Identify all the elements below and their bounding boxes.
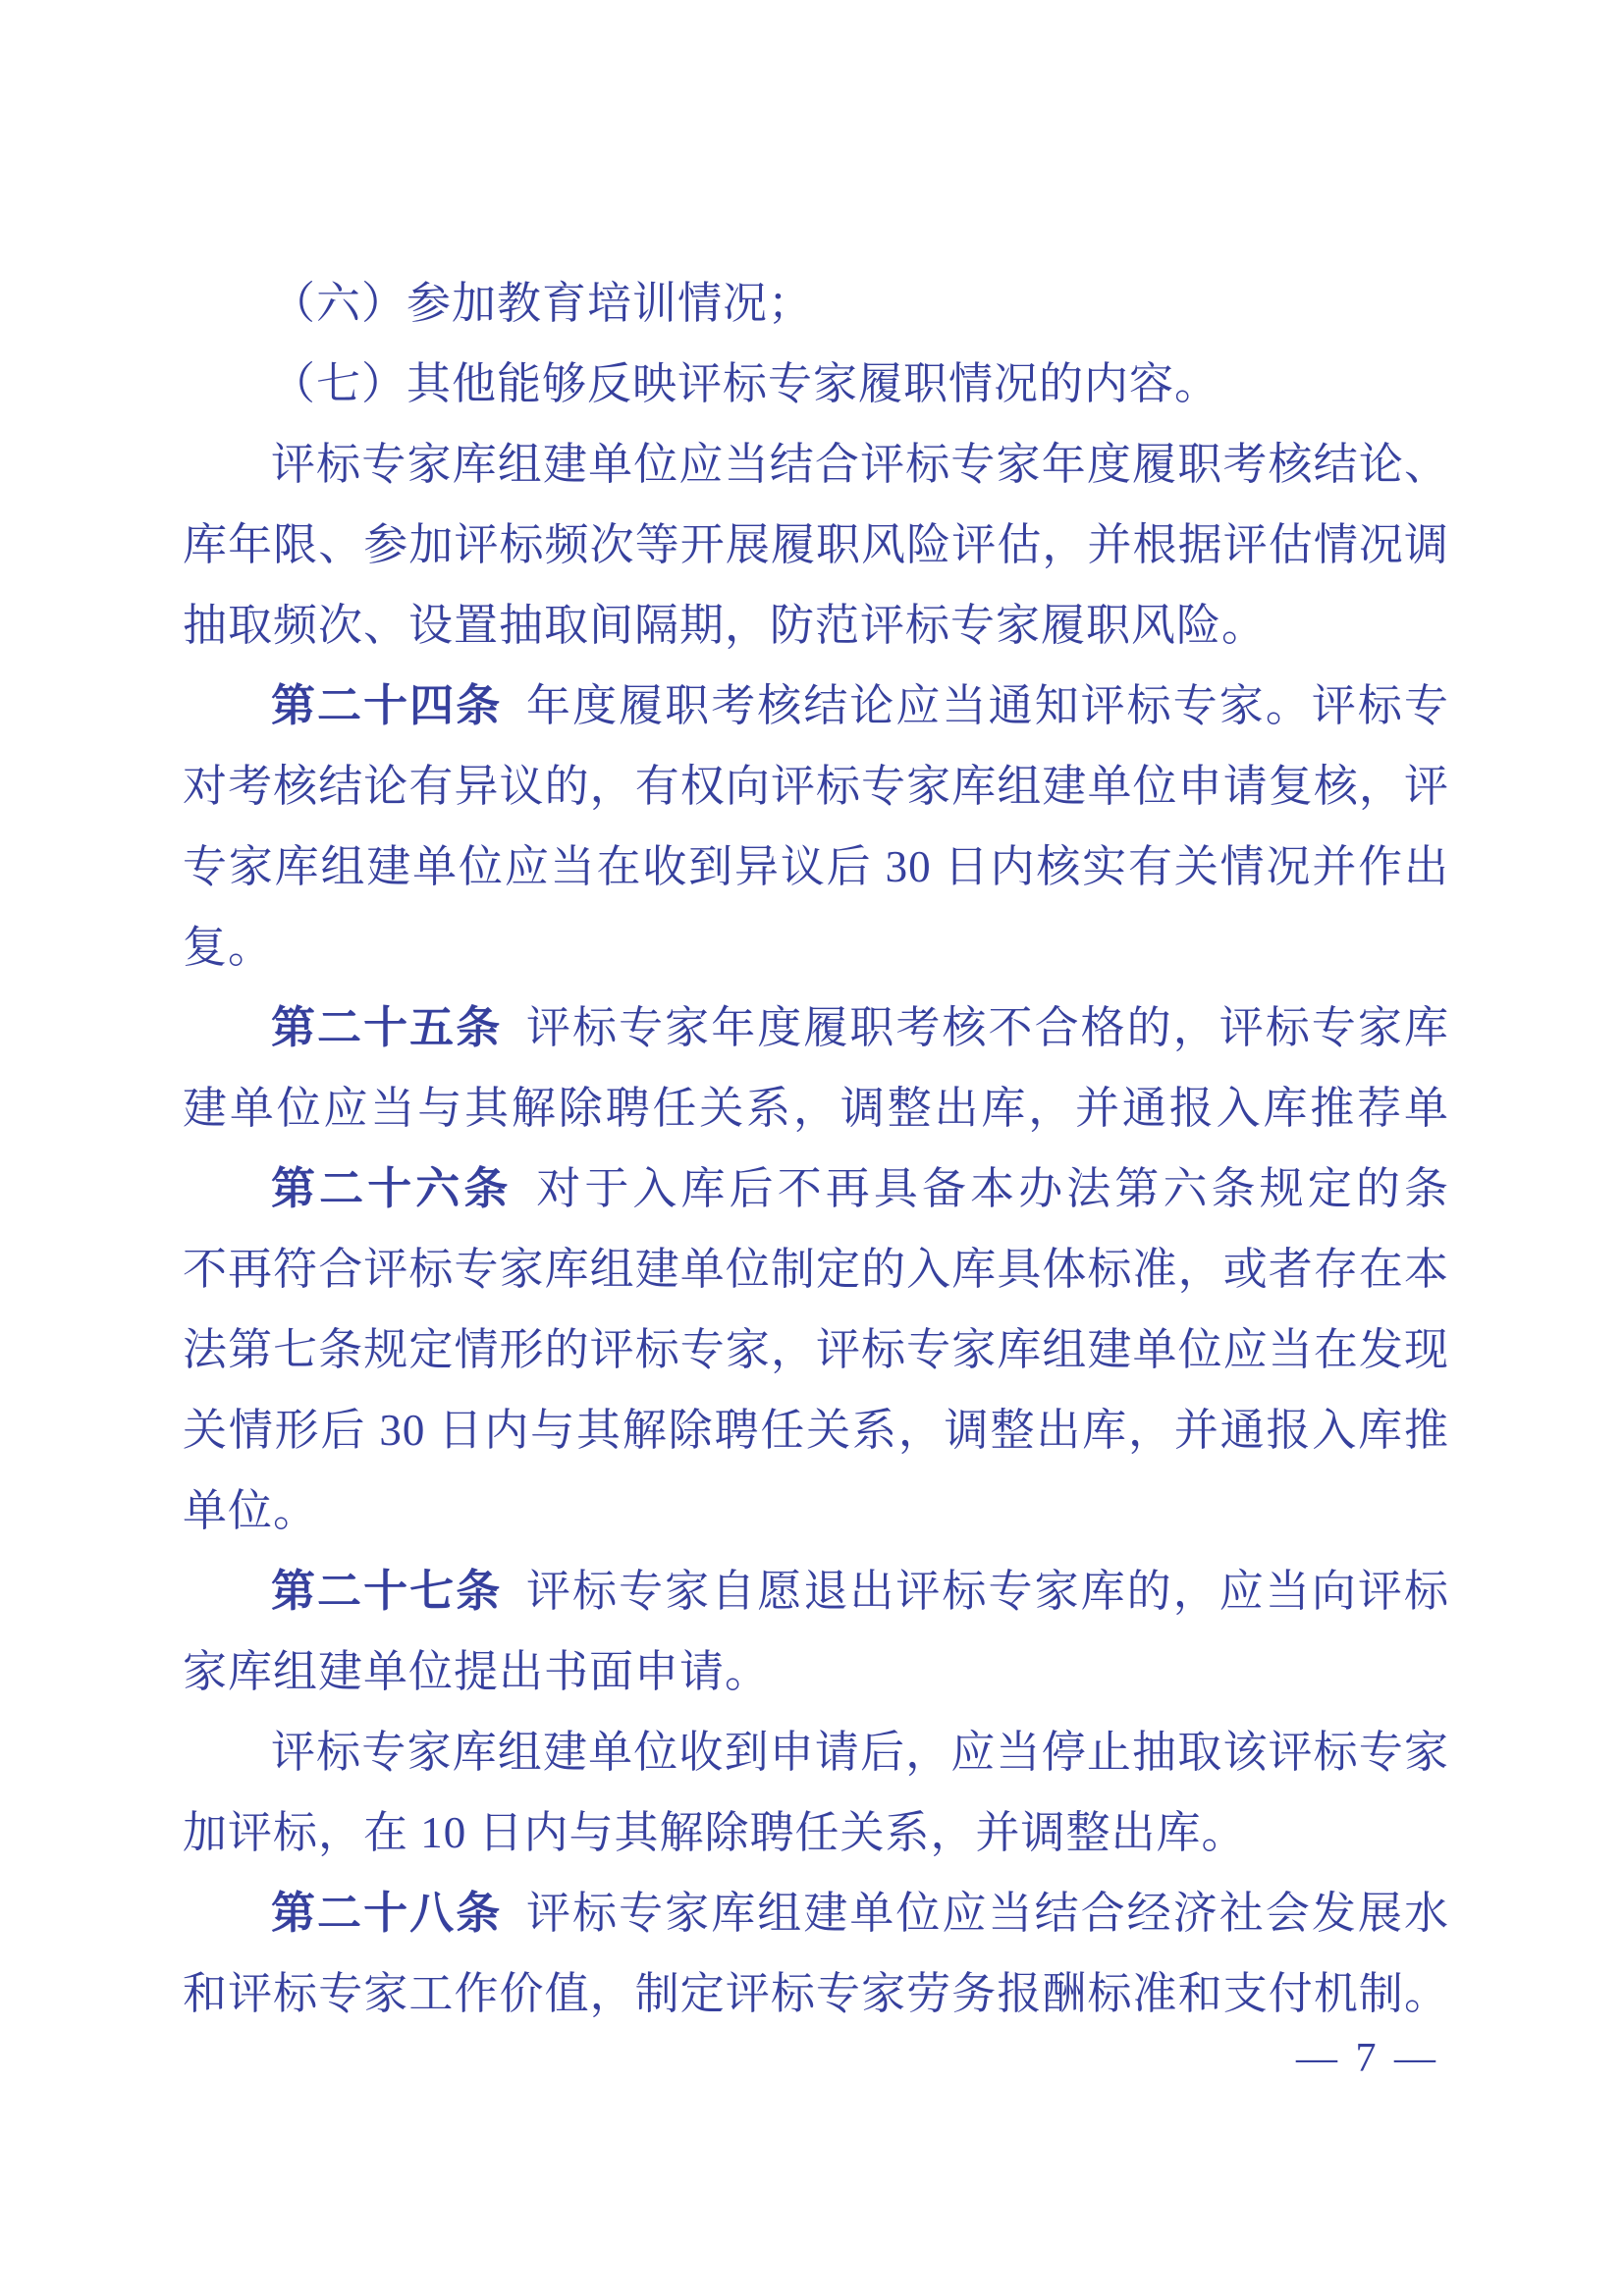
text-line <box>183 1309 1449 1390</box>
line-text: （六）参加教育培训情况； <box>271 279 814 328</box>
line-text: 复。 <box>183 923 274 972</box>
line-text: 关情形后 30 日内与其解除聘任关系，调整出库，并通报入库推 <box>183 1406 1449 1455</box>
line-text: 和评标专家工作价值，制定评标专家劳务报酬标准和支付机制。 <box>183 1969 1449 2018</box>
text-line-article <box>183 666 1449 746</box>
article-number-label: 第二十八条 <box>271 1888 503 1938</box>
text-line <box>183 907 1449 988</box>
line-text: （七）其他能够反映评标专家履职情况的内容。 <box>271 359 1220 408</box>
line-text: 评标专家自愿退出评标专家库的，应当向评标 <box>526 1567 1449 1616</box>
line-text: 单位。 <box>183 1486 319 1535</box>
line-text: 加评标，在 10 日内与其解除聘任关系，并调整出库。 <box>183 1808 1247 1857</box>
line-text: 抽取频次、设置抽取间隔期，防范评标专家履职风险。 <box>183 601 1268 650</box>
text-line <box>183 1631 1449 1712</box>
text-line <box>183 505 1449 585</box>
document-body <box>183 263 1449 2034</box>
line-text: 库年限、参加评标频次等开展履职风险评估，并根据评估情况调 <box>183 520 1449 569</box>
text-line-article <box>183 1551 1449 1631</box>
line-text: 法第七条规定情形的评标专家，评标专家库组建单位应当在发现 <box>183 1325 1449 1374</box>
line-text: 家库组建单位提出书面申请。 <box>183 1647 771 1696</box>
text-line <box>183 344 1449 424</box>
text-line <box>183 1390 1449 1470</box>
line-text: 年度履职考核结论应当通知评标专家。评标专 <box>526 681 1449 730</box>
line-text: 建单位应当与其解除聘任关系，调整出库，并通报入库推荐单 <box>183 1084 1449 1133</box>
text-line <box>183 827 1449 907</box>
text-line <box>183 1953 1449 2034</box>
text-line <box>183 1068 1449 1148</box>
article-number-label: 第二十四条 <box>271 680 503 730</box>
article-number-label: 第二十七条 <box>271 1566 503 1616</box>
line-text: 不再符合评标专家库组建单位制定的入库具体标准，或者存在本 <box>183 1245 1449 1294</box>
text-line <box>183 1470 1449 1551</box>
article-number-label: 第二十六条 <box>271 1163 513 1213</box>
line-text: 对考核结论有异议的，有权向评标专家库组建单位申请复核，评 <box>183 762 1449 811</box>
line-text: 评标专家年度履职考核不合格的，评标专家库 <box>526 1003 1449 1052</box>
text-line <box>183 424 1449 505</box>
line-text: 评标专家库组建单位应当结合经济社会发展水 <box>526 1889 1449 1938</box>
text-line-article <box>183 1873 1449 1953</box>
text-line-article <box>183 1148 1449 1229</box>
line-text: 专家库组建单位应当在收到异议后 30 日内核实有关情况并作出 <box>183 842 1449 891</box>
line-text: 评标专家库组建单位收到申请后，应当停止抽取该评标专家 <box>271 1728 1449 1777</box>
text-line <box>183 1712 1449 1792</box>
line-text: 评标专家库组建单位应当结合评标专家年度履职考核结论、 <box>271 440 1449 489</box>
text-line <box>183 1229 1449 1309</box>
line-text: 对于入库后不再具备本办法第六条规定的条 <box>536 1164 1449 1213</box>
text-line <box>183 585 1449 666</box>
text-line <box>183 263 1449 344</box>
text-line <box>183 746 1449 827</box>
text-line <box>183 1792 1449 1873</box>
page-number: — 7 — <box>1296 2036 1439 2081</box>
text-line-article <box>183 988 1449 1068</box>
article-number-label: 第二十五条 <box>271 1002 503 1052</box>
